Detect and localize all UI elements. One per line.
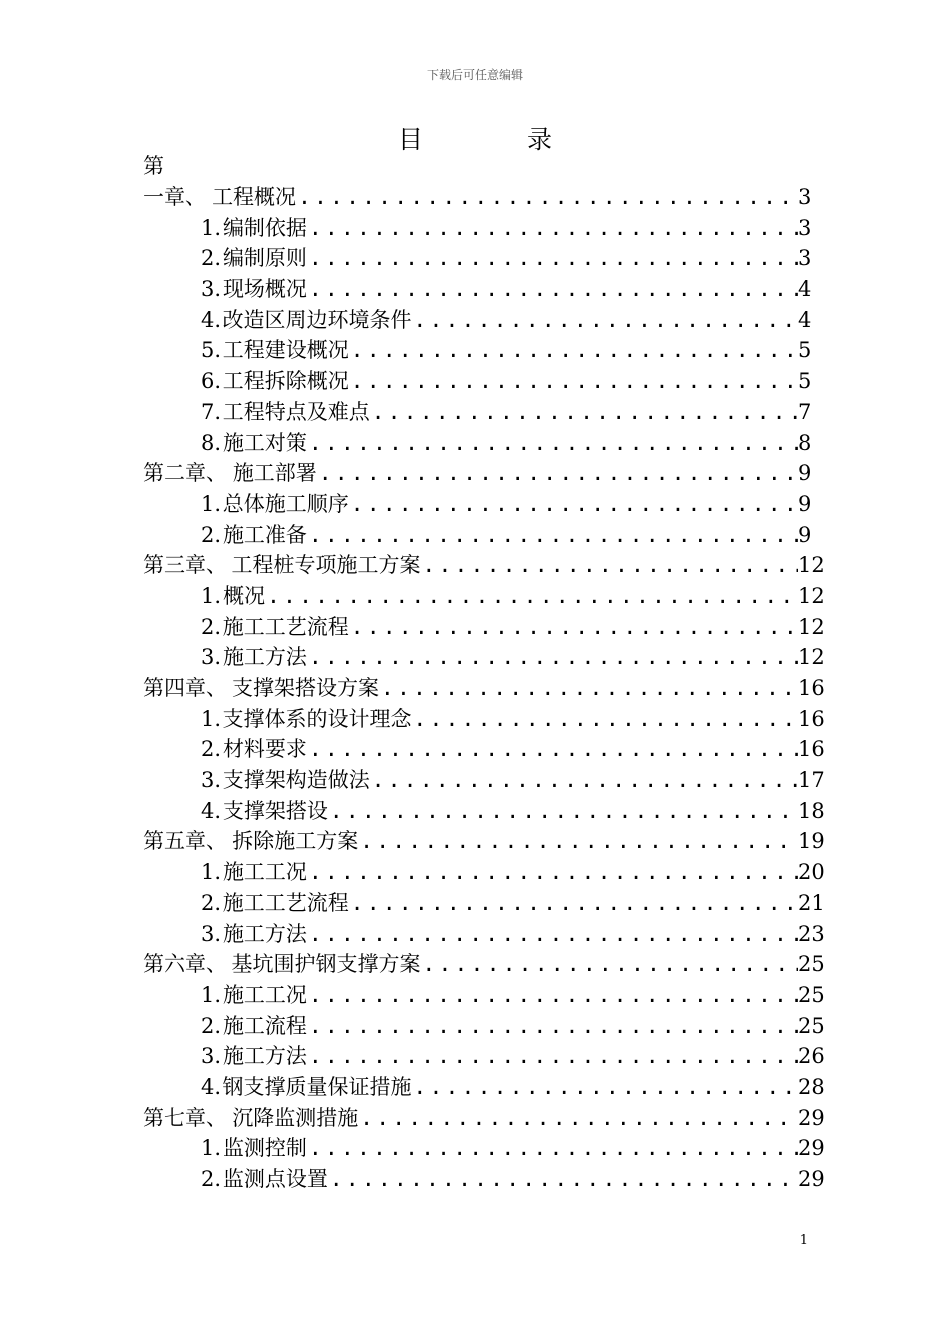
- toc-entry-number: 4.: [201, 1074, 222, 1099]
- toc-entry-number: 2.: [201, 246, 222, 271]
- toc-dot-leader: [265, 584, 798, 608]
- toc-entry-number: 2.: [201, 614, 222, 639]
- toc-entry-number: 1.: [201, 583, 222, 608]
- toc-entry[interactable]: [143, 334, 812, 365]
- toc-entry-number: 2.: [201, 737, 222, 762]
- toc-entry-page: 17: [798, 768, 825, 793]
- toc-dot-leader: [370, 768, 798, 792]
- toc-entry-number: 6.: [201, 369, 222, 394]
- toc-dot-leader: [370, 400, 798, 424]
- toc-dot-leader: [349, 492, 798, 516]
- toc-dot-leader: [307, 1044, 798, 1068]
- toc-dot-leader: [412, 1075, 798, 1099]
- toc-dot-leader: [307, 983, 798, 1007]
- toc-entry-page: 29: [798, 1167, 825, 1191]
- toc-entry-page: 23: [798, 921, 825, 946]
- toc-entry-label: 支撑架搭设方案: [232, 676, 380, 700]
- toc-dot-leader: [328, 799, 798, 823]
- toc-entry-page: 18: [798, 798, 825, 823]
- toc-dot-leader: [307, 246, 798, 270]
- toc-chapter-prefix: 第六章、: [143, 952, 227, 977]
- toc-entry[interactable]: [143, 1163, 825, 1194]
- toc-entry-page: 3: [798, 246, 812, 271]
- toc-entry[interactable]: [143, 611, 825, 642]
- toc-entry-page: 16: [798, 676, 825, 700]
- page-number: 1: [799, 1233, 808, 1248]
- toc-dot-leader: [307, 523, 798, 547]
- toc-entry-label: 施工流程: [222, 1013, 307, 1038]
- toc-entry-page: 5: [798, 369, 812, 394]
- toc-entry-label: 施工对策: [222, 430, 307, 455]
- toc-entry-label: 拆除施工方案: [232, 829, 359, 854]
- toc-entry-label: 施工工况: [222, 982, 307, 1007]
- toc-entry-label: 施工工况: [222, 860, 307, 885]
- toc-chapter-prefix: 第七章、: [143, 1105, 227, 1130]
- toc-entry[interactable]: [143, 703, 825, 734]
- toc-fragment-label: 第: [143, 154, 164, 178]
- toc-entry[interactable]: [143, 1102, 825, 1133]
- toc-entry[interactable]: [143, 795, 825, 826]
- toc-entry-number: 1.: [201, 215, 222, 240]
- toc-entry-number: 4.: [201, 798, 222, 823]
- toc-entry-label: 总体施工顺序: [222, 491, 349, 516]
- toc-entry-label: 工程特点及难点: [222, 399, 370, 424]
- toc-entry-label: 施工方法: [222, 921, 307, 946]
- toc-entry[interactable]: [143, 365, 812, 396]
- toc-entry-number: 7.: [201, 399, 222, 424]
- toc-entry-page: 19: [798, 829, 825, 854]
- toc-entry-label: 概况: [223, 583, 266, 608]
- toc-entry[interactable]: [143, 1071, 825, 1102]
- toc-entry-page: 12: [798, 645, 825, 670]
- toc-entry-label: 支撑架构造做法: [222, 768, 370, 793]
- toc-entry-page: 29: [798, 1136, 825, 1161]
- toc-entry-page: 7: [798, 399, 812, 424]
- toc-dot-leader: [349, 338, 798, 362]
- toc-dot-leader: [349, 615, 798, 639]
- toc-dot-leader: [307, 922, 798, 946]
- toc-chapter-prefix: 一章、: [143, 185, 206, 209]
- toc-dot-leader: [379, 676, 798, 700]
- toc-entry-page: 26: [798, 1044, 825, 1069]
- toc-chapter-prefix: 第四章、: [143, 676, 227, 700]
- toc-entry-page: 12: [798, 553, 825, 578]
- toc-dot-leader: [349, 369, 798, 393]
- toc-entry-label: 沉降监测措施: [232, 1105, 359, 1130]
- toc-entry[interactable]: [143, 948, 825, 979]
- toc-entry-number: 3.: [201, 1044, 222, 1069]
- toc-chapter-prefix: 第三章、: [143, 553, 227, 578]
- toc-dot-leader: [307, 431, 798, 455]
- toc-entry-number: 5.: [201, 338, 222, 363]
- toc-entry[interactable]: [143, 273, 812, 304]
- toc-entry[interactable]: [143, 181, 812, 212]
- toc-entry-label: 支撑架搭设: [222, 798, 328, 823]
- toc-entry[interactable]: [143, 396, 812, 427]
- toc-entry-label: 工程建设概况: [222, 338, 349, 363]
- toc-entry-number: 1.: [201, 982, 222, 1007]
- toc-entry-number: 4.: [201, 307, 222, 332]
- toc-entry-label: 施工方法: [222, 645, 307, 670]
- toc-entry-page: 12: [798, 583, 825, 608]
- toc-entry-page: 12: [798, 614, 825, 639]
- toc-entry-label: 改造区周边环境条件: [222, 307, 412, 332]
- toc-entry-label: 施工准备: [222, 522, 307, 547]
- toc-entry-label: 现场概况: [222, 277, 307, 302]
- toc-entry[interactable]: [143, 887, 825, 918]
- toc-dot-leader: [412, 308, 798, 332]
- toc-entry-label: 基坑围护钢支撑方案: [231, 952, 421, 977]
- toc-dot-leader: [296, 185, 798, 209]
- toc-entry-label: 施工部署: [232, 461, 317, 486]
- toc-dot-leader: [328, 1167, 798, 1191]
- toc-dot-leader: [349, 891, 798, 915]
- toc-entry-page: 3: [798, 185, 812, 209]
- toc-entry-label: 支撑体系的设计理念: [222, 706, 412, 731]
- toc-entry[interactable]: [143, 856, 825, 887]
- toc-chapter-prefix: 第二章、: [143, 461, 227, 486]
- toc-dot-leader: [358, 829, 798, 853]
- toc-entry-label: 材料要求: [222, 737, 307, 762]
- toc-entry-number: 2.: [201, 890, 222, 915]
- toc-entry-label: 工程桩专项施工方案: [231, 553, 421, 578]
- toc-entry-number: 2.: [201, 1013, 222, 1038]
- toc-first-line-fragment: [143, 150, 808, 181]
- toc-entry-page: 9: [798, 461, 812, 486]
- toc-entry[interactable]: [143, 457, 812, 488]
- toc-entry[interactable]: [143, 979, 825, 1010]
- toc-entry-label: 施工工艺流程: [222, 890, 349, 915]
- toc-dot-leader: [307, 277, 798, 301]
- toc-entry-page: 8: [798, 430, 812, 455]
- toc-entry-number: 3.: [201, 768, 222, 793]
- toc-dot-leader: [421, 952, 798, 976]
- toc-entry-number: 1.: [201, 860, 222, 885]
- toc-entry[interactable]: [143, 1010, 825, 1041]
- toc-dot-leader: [307, 645, 798, 669]
- toc-entry-page: 16: [798, 737, 825, 762]
- toc-entry[interactable]: [143, 549, 825, 580]
- table-of-contents: [143, 150, 825, 1194]
- toc-dot-leader: [307, 1136, 798, 1160]
- toc-entry-page: 25: [798, 1013, 825, 1038]
- toc-dot-leader: [307, 737, 798, 761]
- toc-entry[interactable]: [143, 825, 825, 856]
- toc-entry[interactable]: [143, 733, 825, 764]
- toc-entry[interactable]: [143, 212, 812, 243]
- toc-entry-label: 施工工艺流程: [222, 614, 349, 639]
- toc-entry[interactable]: [143, 580, 825, 611]
- toc-entry-label: 监测点设置: [222, 1167, 328, 1191]
- toc-entry-page: 21: [798, 890, 825, 915]
- toc-entry[interactable]: [143, 488, 812, 519]
- toc-dot-leader: [307, 216, 798, 240]
- toc-entry-number: 3.: [201, 277, 222, 302]
- toc-entry[interactable]: [143, 764, 825, 795]
- toc-entry[interactable]: [143, 427, 812, 458]
- toc-entry-page: 4: [798, 307, 812, 332]
- toc-entry-page: 9: [798, 491, 812, 516]
- toc-entry-number: 3.: [201, 645, 222, 670]
- toc-entry-label: 工程拆除概况: [222, 369, 349, 394]
- toc-entry[interactable]: [143, 304, 812, 335]
- toc-entry-page: 5: [798, 338, 812, 363]
- toc-entry[interactable]: [143, 918, 825, 949]
- toc-chapter-prefix: 第五章、: [143, 829, 227, 854]
- toc-entry-page: 4: [798, 277, 812, 302]
- toc-entry[interactable]: [143, 641, 825, 672]
- toc-entry-label: 施工方法: [222, 1044, 307, 1069]
- toc-entry[interactable]: [143, 242, 812, 273]
- header-note: 下载后可任意编辑: [426, 68, 523, 82]
- toc-entry-page: 3: [798, 215, 812, 240]
- toc-entry-page: 29: [798, 1105, 825, 1130]
- toc-dot-leader: [358, 1106, 798, 1130]
- toc-entry-label: 工程概况: [212, 185, 297, 209]
- toc-entry-number: 1.: [201, 1136, 222, 1161]
- toc-entry-page: 16: [798, 706, 825, 731]
- toc-entry-number: 8.: [201, 430, 222, 455]
- toc-entry[interactable]: [143, 1040, 825, 1071]
- toc-entry-label: 编制原则: [222, 246, 307, 271]
- toc-dot-leader: [317, 461, 798, 485]
- toc-entry[interactable]: [143, 519, 812, 550]
- toc-entry-page: 25: [798, 982, 825, 1007]
- toc-dot-leader: [421, 553, 798, 577]
- toc-entry[interactable]: [143, 672, 825, 703]
- toc-entry-number: 2.: [201, 1167, 222, 1191]
- toc-entry-page: 20: [798, 860, 825, 885]
- toc-entry-page: 28: [798, 1074, 825, 1099]
- toc-entry-label: 监测控制: [222, 1136, 307, 1161]
- toc-entry-label: 编制依据: [222, 215, 307, 240]
- toc-title: 目 录: [398, 125, 600, 154]
- toc-entry[interactable]: [143, 1132, 825, 1163]
- toc-dot-leader: [307, 860, 798, 884]
- toc-entry-page: 9: [798, 522, 812, 547]
- toc-entry-label: 钢支撑质量保证措施: [222, 1074, 412, 1099]
- toc-entry-number: 2.: [201, 522, 222, 547]
- toc-entry-page: 25: [798, 952, 825, 977]
- toc-dot-leader: [307, 1014, 798, 1038]
- toc-dot-leader: [412, 707, 798, 731]
- toc-entry-number: 3.: [201, 921, 222, 946]
- toc-entry-number: 1.: [201, 706, 222, 731]
- toc-entry-number: 1.: [201, 491, 222, 516]
